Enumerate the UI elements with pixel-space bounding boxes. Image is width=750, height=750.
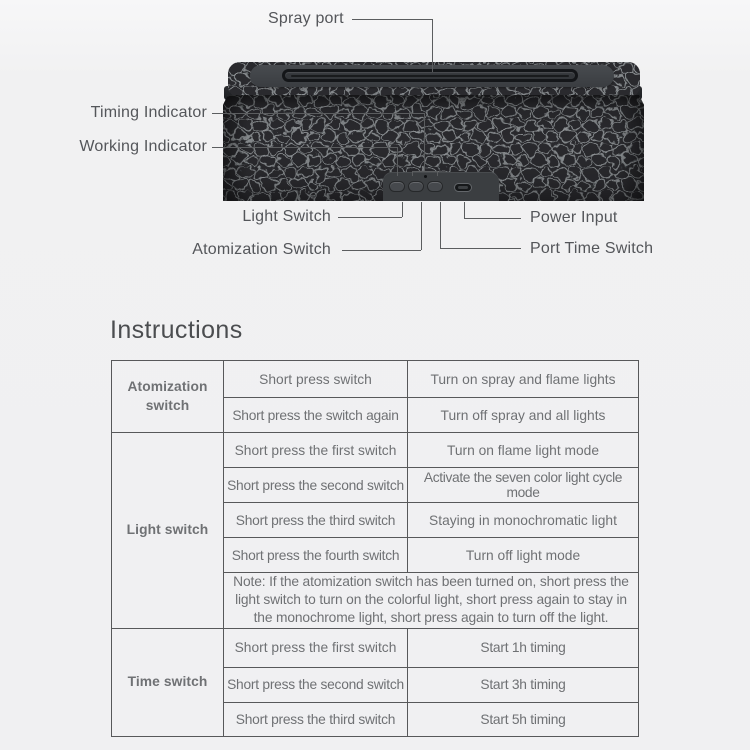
action-cell: Short press the second switch xyxy=(224,667,408,702)
result-cell: Turn on flame light mode xyxy=(408,433,639,468)
working-indicator-line xyxy=(212,147,397,148)
result-cell: Turn off spray and all lights xyxy=(408,398,639,433)
table-row xyxy=(112,433,639,468)
section-label-atomization-switch: Atomization switch xyxy=(112,361,224,433)
result-cell: Turn on spray and flame lights xyxy=(408,361,639,398)
atomization-switch-line xyxy=(342,250,421,251)
power-input-line xyxy=(464,202,465,218)
timing-indicator-label: Timing Indicator xyxy=(90,104,207,121)
indicator-led xyxy=(424,175,427,178)
timing-indicator-line xyxy=(212,113,424,114)
action-cell: Short press the first switch xyxy=(224,628,408,667)
action-cell: Short press switch xyxy=(224,361,408,398)
power-input-label: Power Input xyxy=(530,209,618,226)
port-time-switch-line xyxy=(440,202,441,248)
timing-indicator-line xyxy=(424,113,425,171)
action-cell: Short press the third switch xyxy=(224,503,408,538)
result-cell: Staying in monochromatic light xyxy=(408,503,639,538)
time-switch-button xyxy=(427,181,443,192)
light-switch-button xyxy=(389,181,405,192)
timing-indicator-bracket xyxy=(412,171,438,172)
table-row xyxy=(112,361,639,398)
instructions-table xyxy=(111,360,639,737)
result-cell: Start 5h timing xyxy=(408,702,639,736)
spray-port-line xyxy=(432,19,433,72)
action-cell: Short press the third switch xyxy=(224,702,408,736)
power-input-line xyxy=(464,218,521,219)
timing-indicator-bracket xyxy=(437,171,438,176)
atomization-switch-label: Atomization Switch xyxy=(192,241,331,258)
atomization-switch-button xyxy=(408,181,424,192)
port-time-switch-label: Port Time Switch xyxy=(530,240,654,257)
working-indicator-label: Working Indicator xyxy=(79,138,207,155)
spray-port-slot-groove xyxy=(291,75,569,77)
timing-indicator-bracket xyxy=(412,171,413,176)
light-switch-line xyxy=(402,202,403,217)
result-cell: Activate the seven color light cycle mode xyxy=(408,468,639,503)
action-cell: Short press the first switch xyxy=(224,433,408,468)
action-cell: Short press the fourth switch xyxy=(224,538,408,573)
result-cell: Start 3h timing xyxy=(408,667,639,702)
spray-port-line xyxy=(352,19,433,20)
instructions-title: Instructions xyxy=(110,316,243,344)
spray-port-label: Spray port xyxy=(268,10,344,27)
result-cell: Start 1h timing xyxy=(408,628,639,667)
action-cell: Short press the switch again xyxy=(224,398,408,433)
section-label-time-switch: Time switch xyxy=(112,628,224,736)
port-time-switch-line xyxy=(440,248,521,249)
atomization-switch-line xyxy=(421,202,422,250)
note-cell: Note: If the atomization switch has been turned on, short press the light switch to turn on the colorful light, short press again to stay in the monochrome light, short press again to turn off the light. xyxy=(224,573,639,629)
light-switch-line xyxy=(338,217,402,218)
power-input-port-pin xyxy=(458,186,468,189)
table-row xyxy=(112,628,639,667)
action-cell: Short press the second switch xyxy=(224,468,408,503)
section-label-light-switch: Light switch xyxy=(112,433,224,629)
working-indicator-line xyxy=(397,147,398,176)
light-switch-label: Light Switch xyxy=(242,208,331,225)
result-cell: Turn off light mode xyxy=(408,538,639,573)
